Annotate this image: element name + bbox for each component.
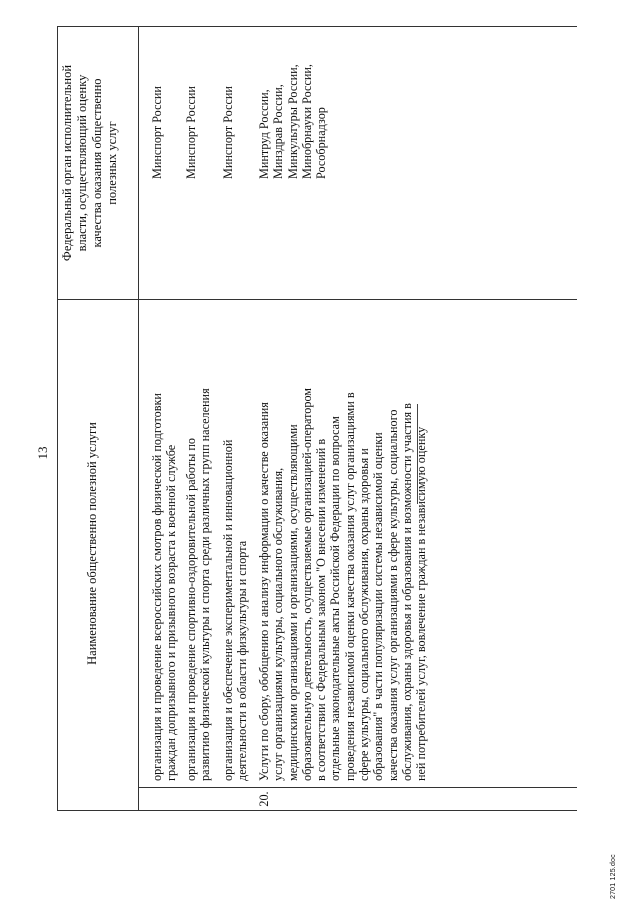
service-line: Услуги по сбору, обобщению и анализу информации о качестве оказания bbox=[257, 402, 271, 781]
end-separator-line bbox=[417, 404, 418, 504]
service-line: развитию физической культуры и спорта среди различных групп населения bbox=[198, 388, 213, 781]
header-bottom-border bbox=[138, 27, 139, 811]
header-agency bbox=[60, 28, 120, 298]
table-right-border bbox=[57, 26, 577, 27]
service-line: деятельности в области физкультуры и спорта bbox=[235, 540, 250, 781]
service-line: качества оказания услуг организациями в сфере культуры, социального bbox=[385, 409, 400, 781]
table-row bbox=[184, 303, 213, 781]
agency-cell: Минспорт России bbox=[221, 86, 235, 179]
service-line: обслуживания, охраны здоровья и образования и возможности участия в bbox=[399, 403, 414, 781]
service-line: организация и проведение спортивно-оздоровительной работы по bbox=[184, 438, 198, 781]
table-top-border bbox=[57, 27, 58, 811]
service-line: образовательную деятельность, осуществляемые организацией-оператором bbox=[299, 387, 314, 781]
agency-cell: Минспорт России bbox=[150, 86, 164, 179]
service-line: организация и обеспечение экспериментальной и инновационной bbox=[221, 439, 235, 781]
service-line: в соответствии с Федеральным законом "О внесении изменений в bbox=[314, 438, 329, 781]
table-left-border bbox=[57, 810, 577, 811]
agency-cell bbox=[257, 29, 328, 179]
table-row bbox=[150, 303, 179, 781]
number-column-border bbox=[138, 787, 577, 788]
agency-line: Минобрнауки России, bbox=[299, 64, 314, 179]
service-line: ней потребителей услуг, вовлечение граждан в независимую оценку bbox=[414, 426, 429, 781]
service-line: образования" в части популяризации системы независимой оценки bbox=[371, 432, 386, 781]
header-agency-line: полезных услуг bbox=[105, 121, 119, 205]
page-number: 13 bbox=[35, 446, 50, 460]
document-code: 2701 125.doc bbox=[610, 854, 617, 899]
agency-line: Минздрав России, bbox=[271, 84, 286, 179]
service-line: услуг организациями культуры, социального обслуживания, bbox=[271, 467, 286, 781]
header-agency-line: власти, осуществляющий оценку bbox=[75, 74, 89, 252]
agency-line: Минкультуры России, bbox=[285, 64, 300, 179]
service-line: сфере культуры, социального обслуживания, охраны здоровья и bbox=[357, 448, 372, 781]
agency-cell: Минспорт России bbox=[184, 86, 198, 179]
service-line: медицинскими организациями и организациями, осуществляющими bbox=[285, 424, 300, 781]
service-line: организация и проведение всероссийских смотров физической подготовки bbox=[150, 393, 164, 781]
table-row bbox=[221, 303, 250, 781]
row-number: 20. bbox=[257, 791, 271, 807]
header-agency-line: Федеральный орган исполнительной bbox=[60, 64, 74, 262]
service-line: граждан допризывного и призывного возраста к военной службе bbox=[164, 444, 179, 781]
agency-line: Рособрнадзор bbox=[314, 107, 329, 179]
header-agency-line: качества оказания общественно bbox=[90, 78, 104, 248]
agency-line: Минтруд России, bbox=[257, 89, 271, 179]
header-service-name: Наименование общественно полезной услуги bbox=[85, 422, 99, 665]
service-line: отдельные законодательные акты Российской Федерации по вопросам bbox=[328, 416, 343, 781]
table-row bbox=[257, 303, 429, 781]
service-line: проведения независимой оценки качества оказания услуг организациями в bbox=[342, 392, 357, 781]
agency-column-border bbox=[57, 299, 577, 300]
